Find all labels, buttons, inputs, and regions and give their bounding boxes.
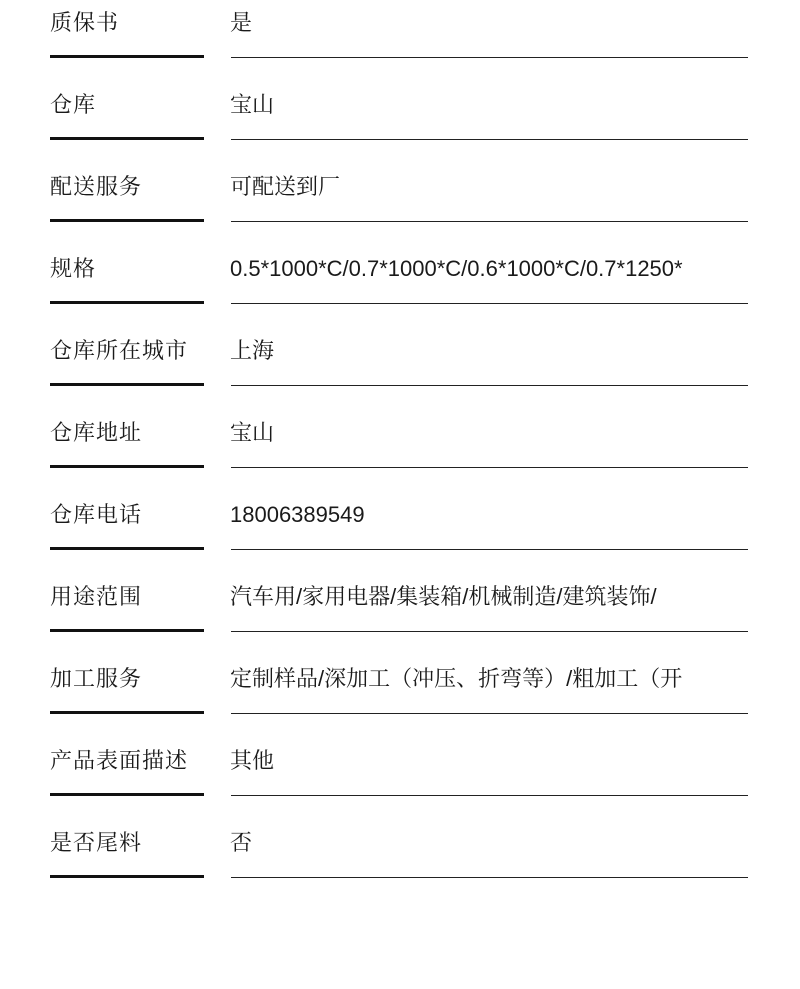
spec-row-delivery: [0, 141, 800, 223]
label-divider: [50, 55, 204, 58]
spec-value: 可配送到厂: [230, 174, 341, 199]
spec-label: 仓库: [50, 92, 97, 117]
spec-row-warehouse-city: [0, 305, 800, 387]
spec-row-processing: [0, 633, 800, 715]
spec-label: 配送服务: [50, 174, 143, 199]
spec-row-surface: [0, 715, 800, 797]
spec-row-warehouse-phone: [0, 469, 800, 551]
label-divider: [50, 465, 204, 468]
label-divider: [50, 875, 204, 878]
value-divider: [231, 57, 748, 58]
spec-value: 18006389549: [230, 502, 365, 527]
spec-label: 仓库电话: [50, 502, 143, 527]
value-divider: [231, 549, 748, 550]
value-divider: [231, 795, 748, 796]
label-divider: [50, 793, 204, 796]
value-divider: [231, 221, 748, 222]
spec-label: 仓库所在城市: [50, 338, 189, 363]
spec-label: 仓库地址: [50, 420, 143, 445]
spec-label: 是否尾料: [50, 830, 143, 855]
label-divider: [50, 219, 204, 222]
spec-row-specification: [0, 223, 800, 305]
spec-row-warranty: [0, 0, 800, 59]
spec-value: 汽车用/家用电器/集装箱/机械制造/建筑装饰/: [230, 584, 657, 609]
spec-value: 其他: [230, 748, 275, 773]
value-divider: [231, 139, 748, 140]
spec-row-usage: [0, 551, 800, 633]
label-divider: [50, 547, 204, 550]
spec-value: 宝山: [230, 420, 275, 445]
spec-value: 否: [230, 830, 253, 855]
spec-row-warehouse-address: [0, 387, 800, 469]
spec-value: 宝山: [230, 92, 275, 117]
spec-label: 用途范围: [50, 584, 143, 609]
spec-value: 0.5*1000*C/0.7*1000*C/0.6*1000*C/0.7*1250*: [230, 256, 683, 281]
label-divider: [50, 629, 204, 632]
label-divider: [50, 383, 204, 386]
spec-label: 加工服务: [50, 666, 143, 691]
label-divider: [50, 301, 204, 304]
label-divider: [50, 711, 204, 714]
value-divider: [231, 467, 748, 468]
spec-value: 定制样品/深加工（冲压、折弯等）/粗加工（开: [230, 666, 683, 691]
spec-value: 上海: [230, 338, 275, 363]
value-divider: [231, 713, 748, 714]
label-divider: [50, 137, 204, 140]
value-divider: [231, 877, 748, 878]
spec-value: 是: [230, 10, 253, 35]
spec-label: 质保书: [50, 10, 120, 35]
spec-row-leftover: [0, 797, 800, 879]
spec-row-warehouse: [0, 59, 800, 141]
spec-label: 规格: [50, 256, 97, 281]
value-divider: [231, 385, 748, 386]
value-divider: [231, 631, 748, 632]
value-divider: [231, 303, 748, 304]
spec-label: 产品表面描述: [50, 748, 189, 773]
